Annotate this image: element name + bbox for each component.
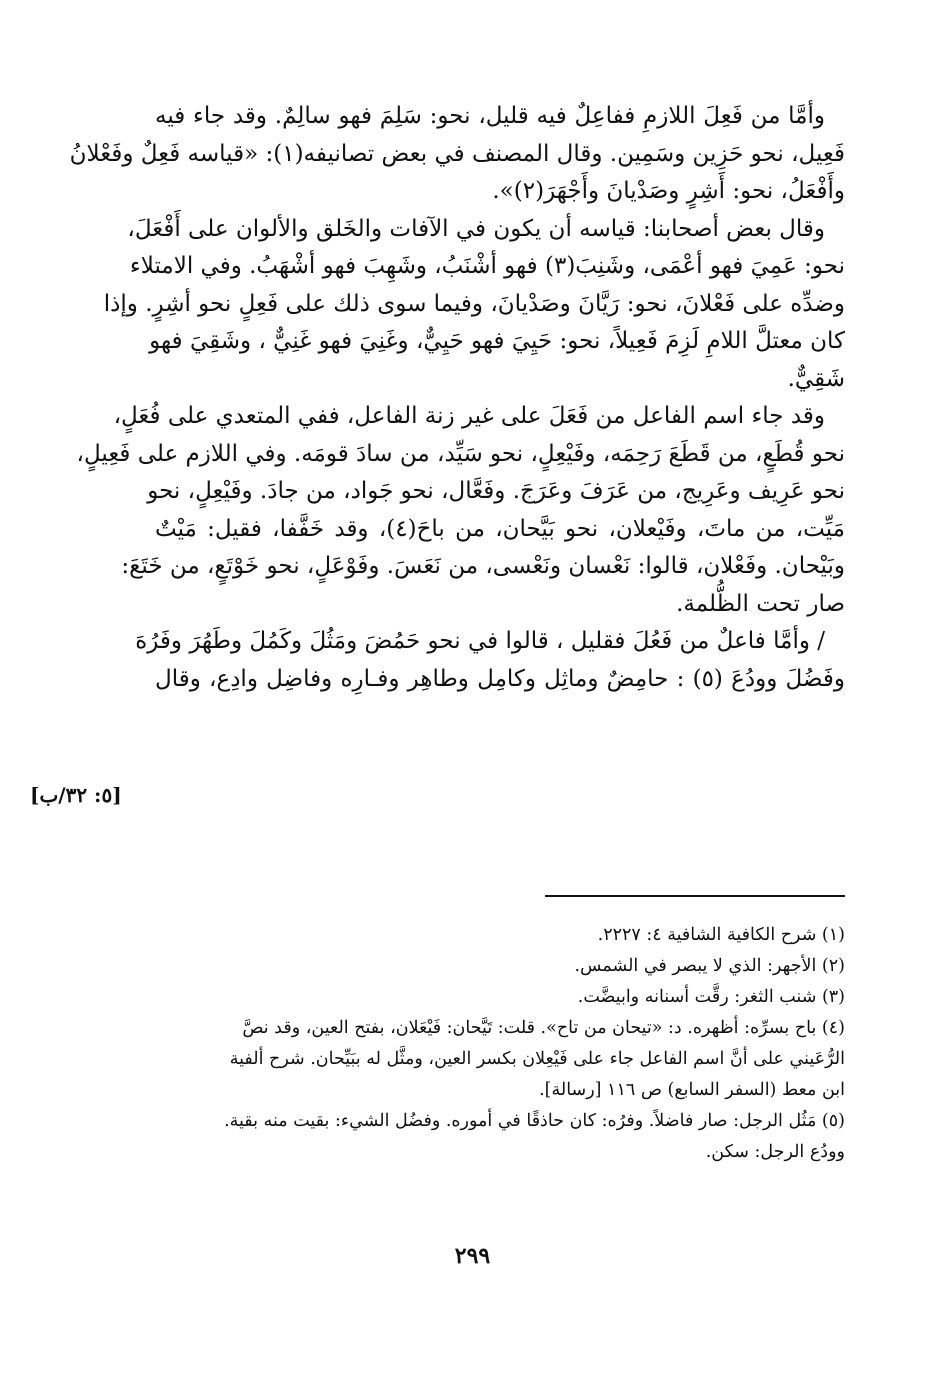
text-line: وبَيْحان. وفَعْلان، قالوا: نَعْسان ونَعْسى، من نَعَسَ. وفَوْعَلٍ، نحو خَوْتَعٍ، من خَتَعَ: [121,553,845,579]
footnote-1 [155,920,845,951]
footnote-line: وودُع الرجل: سكن. [705,1142,845,1162]
footnote-2 [155,951,845,982]
text-line: / وأمَّا فاعلٌ من فَعُلَ فقليل ، قالوا في نحو حَمُضَ ومَثُلَ وكَمُلَ وطَهُرَ وفَرُهَ [135,628,825,654]
page-number: ٢٩٩ [454,1243,491,1269]
text-line: صار تحت الظُّلمة. [676,590,845,617]
paragraph-3 [76,398,845,623]
footnote-separator [545,895,845,897]
text-line: مَيِّت، من ماتَ، وفَيْعلان، نحو بَيَّحان، من باحَ(٤)، وقد خَفَّفا، فقيل: مَيْتٌ [155,515,845,542]
text-line: وأمَّا من فَعِلَ اللازمِ ففاعِلٌ فيه قليل، نحو: سَلِمَ فهو سالِمٌ. وقد جاء فيه [155,103,825,129]
text-line: فَعِيل، نحو حَزِين وسَمِين. وقال المصنف في بعض تصانيفه(١): «قياسه فَعِلٌ وفَعْلانُ [69,140,845,167]
text-line: نحو قُطَعٍ، من قَطَعَ رَحِمَه، وفَيْعِلٍ، نحو سَيِّد، من سادَ قومَه. وفي اللازم على فَعِيلٍ، [76,440,845,467]
footnotes [155,920,845,1168]
main-text [69,98,845,698]
footnote-line: الرُّعَيني على أنَّ اسم الفاعل جاء على فَيْعِلان بكسر العين، ومثَّل له ببَيِّحان. شرح ألفية [229,1049,845,1069]
footnote-line: (٣) شنب الثغر: رقَّت أسنانه وابيضَّت. [577,987,845,1007]
text-line: كان معتلَّ اللامِ لَزِمَ فَعِيلاً، نحو: حَيِيَ فهو حَيِيٌّ، وغَنِيَ فهو غَنِيٌّ ، وشَقِيَ فهو [149,328,845,354]
manuscript-folio-reference: [٥: ٣٢/ب] [30,783,122,807]
footnote-line: (٥) مَثُل الرجل: صار فاضلاً. وفرُه: كان حاذقًا في أموره. وفضُل الشيء: بقيت منه بقية. [224,1111,845,1131]
footnote-line: ابن معط (السفر السابع) ص ١١٦ [رسالة]. [539,1080,845,1100]
footnote-line: (١) شرح الكافية الشافية ٤: ٢٢٢٧. [597,925,845,945]
footnote-3 [155,982,845,1013]
text-line: وفَضُلَ وودُعَ (٥) : حامِضٌ وماثِل وكامِل وطاهِر وفـارِه وفاضِل وادِع، وقال [155,665,845,692]
footnote-line: (٤) باح بسرِّه: أظهره. د: «تيحان من تاح». قلت: تَيَّحان: فَيْعَلان، بفتح العين، وقد نصَّ [242,1018,845,1038]
footnote-4 [155,1013,845,1106]
paragraph-2 [103,211,845,399]
footnote-5 [155,1106,845,1168]
text-line: وأَفْعَلُ، نحو: أَشِرٍ وصَدْيانَ وأَجْهَرَ(٢)». [492,178,845,204]
text-line: نحو: عَمِيَ فهو أعْمَى، وشَنِبَ(٣) فهو أشْنَبُ، وشَهِبَ فهو أشْهَبُ. وفي الامتلاء [129,253,845,279]
footnote-line: (٢) الأجهر: الذي لا يبصر في الشمس. [574,956,845,976]
text-line: وقد جاء اسم الفاعل من فَعَلَ على غير زنة الفاعل، ففي المتعدي على فُعَلٍ، [113,403,825,429]
text-line: وضدِّه على فَعْلانَ، نحو: رَيَّانَ وصَدْيانَ، وفيما سوى ذلك على فَعِلٍ نحو أشِرٍ. وإذا [103,290,845,317]
text-line: شَقِيٌّ. [787,365,845,392]
paragraph-4 [135,623,845,698]
paragraph-1 [69,98,845,211]
text-line: نحو عَرِيف وعَرِيج، من عَرَفَ وعَرَجَ. وفَعَّال، نحو جَواد، من جادَ. وفَيْعِلٍ، نحو [147,478,845,504]
text-line: وقال بعض أصحابنا: قياسه أن يكون في الآفات والخَلق والألوان على أَفْعَلَ، [127,215,825,242]
